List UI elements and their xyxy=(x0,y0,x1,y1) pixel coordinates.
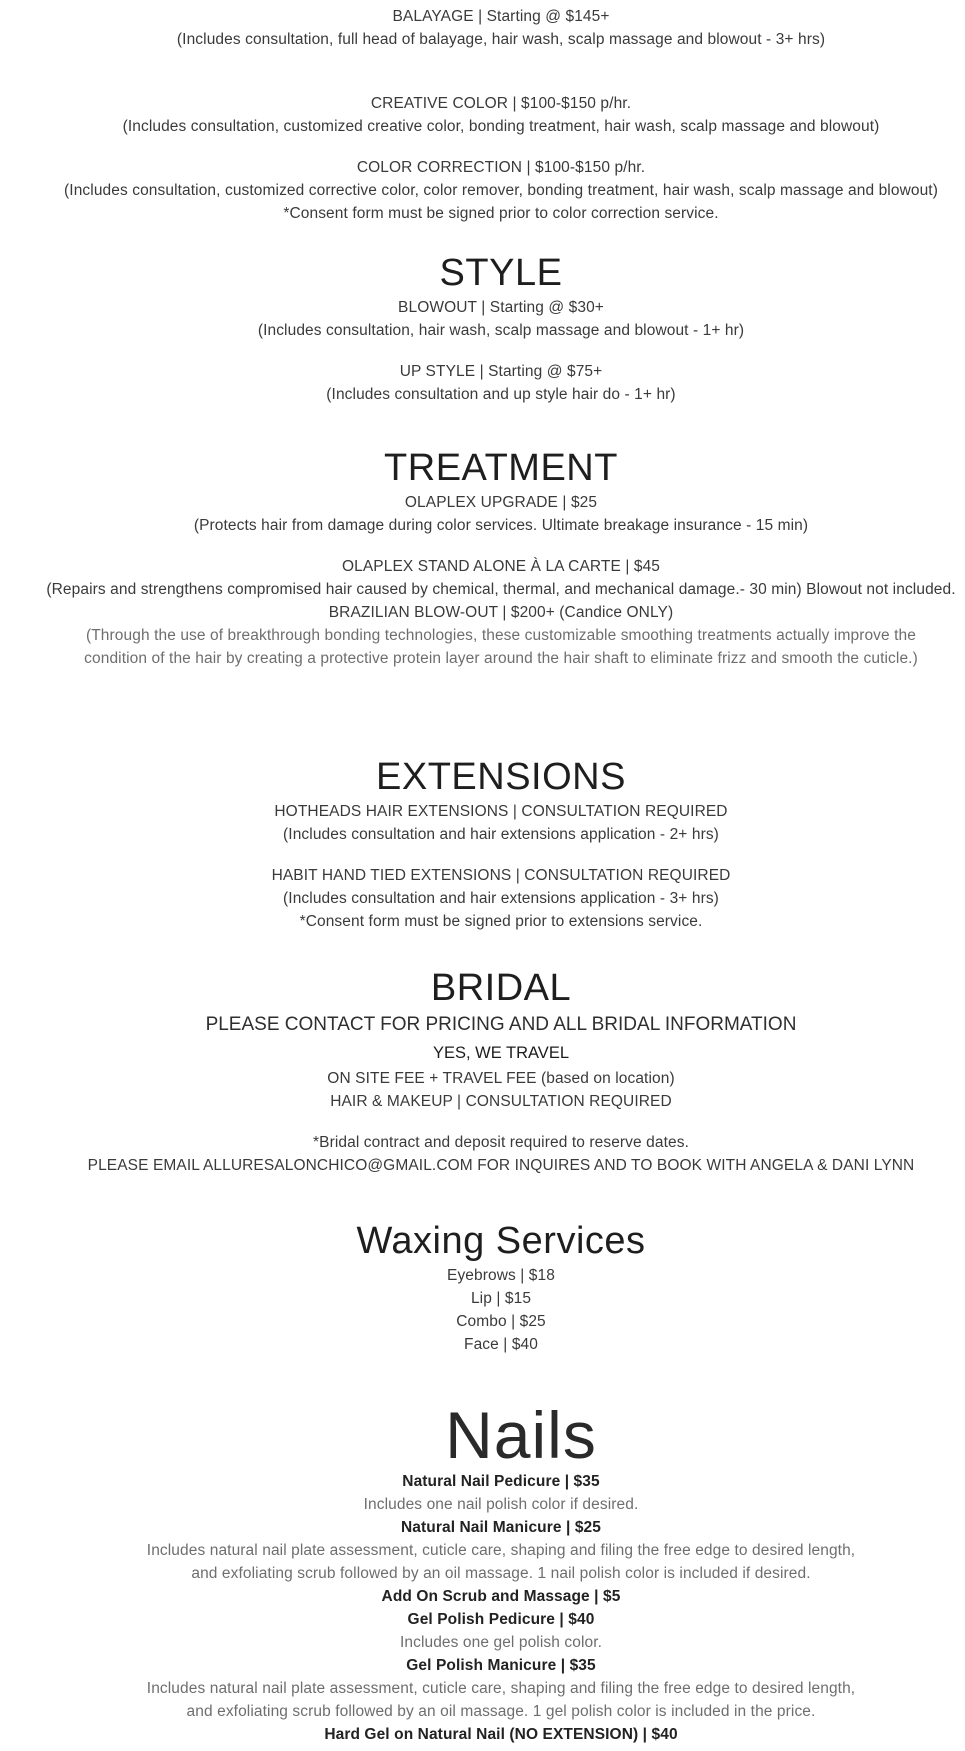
olaplex-upgrade-desc: (Protects hair from damage during color services. Ultimate breakage insurance - 15 min) xyxy=(193,517,809,534)
bridal-contract: *Bridal contract and deposit required to reserve dates. xyxy=(313,1134,689,1151)
waxing-item: Lip | $15 xyxy=(470,1290,532,1307)
olaplex-alone-desc: (Repairs and strengthens compromised hair caused by chemical, thermal, and mechanical damage.- 30 min) Blowout not included. xyxy=(46,581,956,598)
color-correction-desc: (Includes consultation, customized corrective color, color remover, bonding treatment, hair wash, scalp massage and blowout) xyxy=(64,182,938,199)
style-heading: STYLE xyxy=(439,252,563,294)
habit-desc: (Includes consultation and hair extensions application - 3+ hrs) xyxy=(283,890,719,907)
waxing-heading: Waxing Services xyxy=(356,1220,646,1262)
bridal-heading: BRIDAL xyxy=(430,967,572,1009)
color-correction-title: COLOR CORRECTION | $100-$150 p/hr. xyxy=(356,159,646,176)
brazilian-title: BRAZILIAN BLOW-OUT | $200+ (Candice ONLY) xyxy=(328,604,674,621)
bridal-travel: YES, WE TRAVEL xyxy=(432,1044,569,1062)
manicure-title: Natural Nail Manicure | $25 xyxy=(401,1519,601,1536)
upstyle-desc: (Includes consultation and up style hair do - 1+ hr) xyxy=(326,386,676,403)
olaplex-upgrade-title: OLAPLEX UPGRADE | $25 xyxy=(404,494,598,511)
waxing-item: Face | $40 xyxy=(464,1336,538,1353)
blowout-title: BLOWOUT | Starting @ $30+ xyxy=(398,299,604,316)
olaplex-alone-title: OLAPLEX STAND ALONE À LA CARTE | $45 xyxy=(341,558,661,575)
color-correction-block xyxy=(0,156,965,225)
extensions-section xyxy=(0,754,965,933)
nails-heading: Nails xyxy=(445,1398,597,1472)
pedicure-desc: Includes one nail polish color if desired. xyxy=(363,1496,639,1513)
pedicure-title: Natural Nail Pedicure | $35 xyxy=(402,1473,600,1490)
color-correction-note: *Consent form must be signed prior to color correction service. xyxy=(283,205,719,222)
habit-title: HABIT HAND TIED EXTENSIONS | CONSULTATION REQUIRED xyxy=(271,867,731,884)
bridal-contact: PLEASE CONTACT FOR PRICING AND ALL BRIDAL INFORMATION xyxy=(205,1014,797,1035)
waxing-item: Eyebrows | $18 xyxy=(447,1267,555,1284)
manicure-desc-line-2: and exfoliating scrub followed by an oil massage. 1 nail polish color is included if desired. xyxy=(191,1565,811,1582)
gel-pedicure-title: Gel Polish Pedicure | $40 xyxy=(407,1611,595,1628)
waxing-section xyxy=(0,1218,965,1356)
hotheads-desc: (Includes consultation and hair extensions application - 2+ hrs) xyxy=(283,826,719,843)
gel-manicure-title: Gel Polish Manicure | $35 xyxy=(406,1657,596,1674)
creative-color-title: CREATIVE COLOR | $100-$150 p/hr. xyxy=(370,95,632,112)
balayage-desc: (Includes consultation, full head of balayage, hair wash, scalp massage and blowout - 3+ hrs) xyxy=(176,31,826,48)
bridal-email: PLEASE EMAIL ALLURESALONCHICO@GMAIL.COM FOR INQUIRES AND TO BOOK WITH ANGELA & DANI LYNN xyxy=(87,1157,915,1174)
hard-gel-title: Hard Gel on Natural Nail (NO EXTENSION) | $40 xyxy=(324,1726,678,1743)
extensions-heading: EXTENSIONS xyxy=(376,756,626,798)
manicure-desc-line-1: Includes natural nail plate assessment, cuticle care, shaping and filing the free edge to desired length, xyxy=(146,1542,856,1559)
extensions-note: *Consent form must be signed prior to extensions service. xyxy=(299,913,703,930)
blowout-desc: (Includes consultation, hair wash, scalp massage and blowout - 1+ hr) xyxy=(257,322,745,339)
treatment-heading: TREATMENT xyxy=(384,447,618,489)
creative-color-desc: (Includes consultation, customized creative color, bonding treatment, hair wash, scalp massage and blowout) xyxy=(122,118,880,135)
hotheads-title: HOTHEADS HAIR EXTENSIONS | CONSULTATION REQUIRED xyxy=(274,803,728,820)
nails-section xyxy=(0,1400,965,1746)
bridal-hair-makeup: HAIR & MAKEUP | CONSULTATION REQUIRED xyxy=(330,1093,672,1110)
color-services xyxy=(0,5,965,51)
bridal-section xyxy=(0,965,965,1177)
bridal-fee: ON SITE FEE + TRAVEL FEE (based on location) xyxy=(327,1070,675,1087)
gel-manicure-desc-line-1: Includes natural nail plate assessment, cuticle care, shaping and filing the free edge to desired length, xyxy=(146,1680,856,1697)
creative-color-block xyxy=(0,92,965,138)
addon-title: Add On Scrub and Massage | $5 xyxy=(381,1588,621,1605)
balayage-title: BALAYAGE | Starting @ $145+ xyxy=(392,8,610,25)
brazilian-desc: (Through the use of breakthrough bonding technologies, these customizable smoothing treatments actually improve the condition of the hair by creating a protective protein layer around the hair shaft to eliminate frizz and smooth the cuticle.) xyxy=(84,627,918,667)
treatment-section xyxy=(0,445,965,670)
style-section xyxy=(0,250,965,406)
gel-manicure-desc-line-2: and exfoliating scrub followed by an oil massage. 1 gel polish color is included in the price. xyxy=(186,1703,816,1720)
waxing-item: Combo | $25 xyxy=(456,1313,546,1330)
gel-pedicure-desc: Includes one gel polish color. xyxy=(399,1634,603,1651)
upstyle-title: UP STYLE | Starting @ $75+ xyxy=(399,363,603,380)
